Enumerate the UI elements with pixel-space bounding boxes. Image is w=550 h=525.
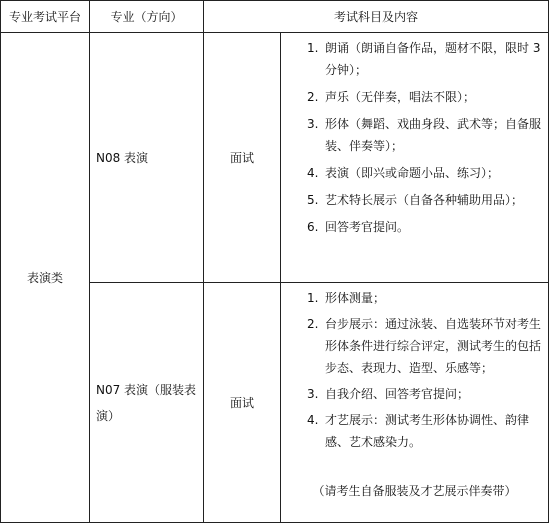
item-number: 5. xyxy=(307,193,319,207)
subject-list-n08 xyxy=(281,33,548,238)
list-item xyxy=(281,383,548,405)
exam-form-cell-n08: 面试 xyxy=(204,33,281,283)
platform-cell: 表演类 xyxy=(1,33,90,523)
item-text: 回答考官提问。 xyxy=(325,220,410,234)
item-number: 6. xyxy=(307,220,319,234)
list-item xyxy=(281,113,548,157)
list-item xyxy=(281,37,548,81)
table-row-n08 xyxy=(1,33,549,283)
table-header-row xyxy=(1,1,549,33)
list-item xyxy=(281,409,548,453)
content-cell-n08 xyxy=(281,33,549,283)
list-item xyxy=(281,86,548,108)
major-cell-n07: N07 表演（服装表演） xyxy=(90,283,204,523)
list-item xyxy=(281,216,548,238)
item-number: 1. xyxy=(307,291,319,305)
list-item xyxy=(281,313,548,379)
list-item xyxy=(281,287,548,309)
list-item xyxy=(281,189,548,211)
major-cell-n08: N08 表演 xyxy=(90,33,204,283)
item-text: 形体（舞蹈、戏曲身段、武术等；自备服装、伴奏等）； xyxy=(325,117,542,153)
item-text: 自我介绍、回答考官提问； xyxy=(325,387,470,401)
accompaniment-note: （请考生自备服装及才艺展示伴奏带） xyxy=(312,484,517,498)
item-text: 才艺展示：测试考生形体协调性、韵律感、艺术感染力。 xyxy=(325,413,530,449)
item-text: 艺术特长展示（自备各种辅助用品）； xyxy=(325,193,524,207)
item-text: 朗诵（朗诵自备作品，题材不限，限时 3 分钟）； xyxy=(325,41,541,77)
content-cell-n07 xyxy=(281,283,549,523)
item-text: 表演（即兴或命题小品、练习）； xyxy=(325,166,500,180)
exam-form-cell-n07: 面试 xyxy=(204,283,281,523)
list-item xyxy=(281,162,548,184)
item-number: 3. xyxy=(307,117,319,131)
item-number: 4. xyxy=(307,166,319,180)
header-major: 专业（方向） xyxy=(90,1,204,33)
header-content: 考试科目及内容 xyxy=(204,1,549,33)
item-text: 形体测量； xyxy=(325,291,386,305)
subject-list-n07 xyxy=(281,283,548,453)
item-number: 2. xyxy=(307,90,319,104)
item-text: 台步展示：通过泳装、自选装环节对考生形体条件进行综合评定，测试考生的包括步态、表现力、造型、乐感等； xyxy=(325,317,542,375)
item-number: 2. xyxy=(307,317,319,331)
item-number: 3. xyxy=(307,387,319,401)
item-number: 4. xyxy=(307,413,319,427)
item-text: 声乐（无伴奏，唱法不限）； xyxy=(325,90,476,104)
item-number: 1. xyxy=(307,41,319,55)
header-platform: 专业考试平台 xyxy=(1,1,90,33)
